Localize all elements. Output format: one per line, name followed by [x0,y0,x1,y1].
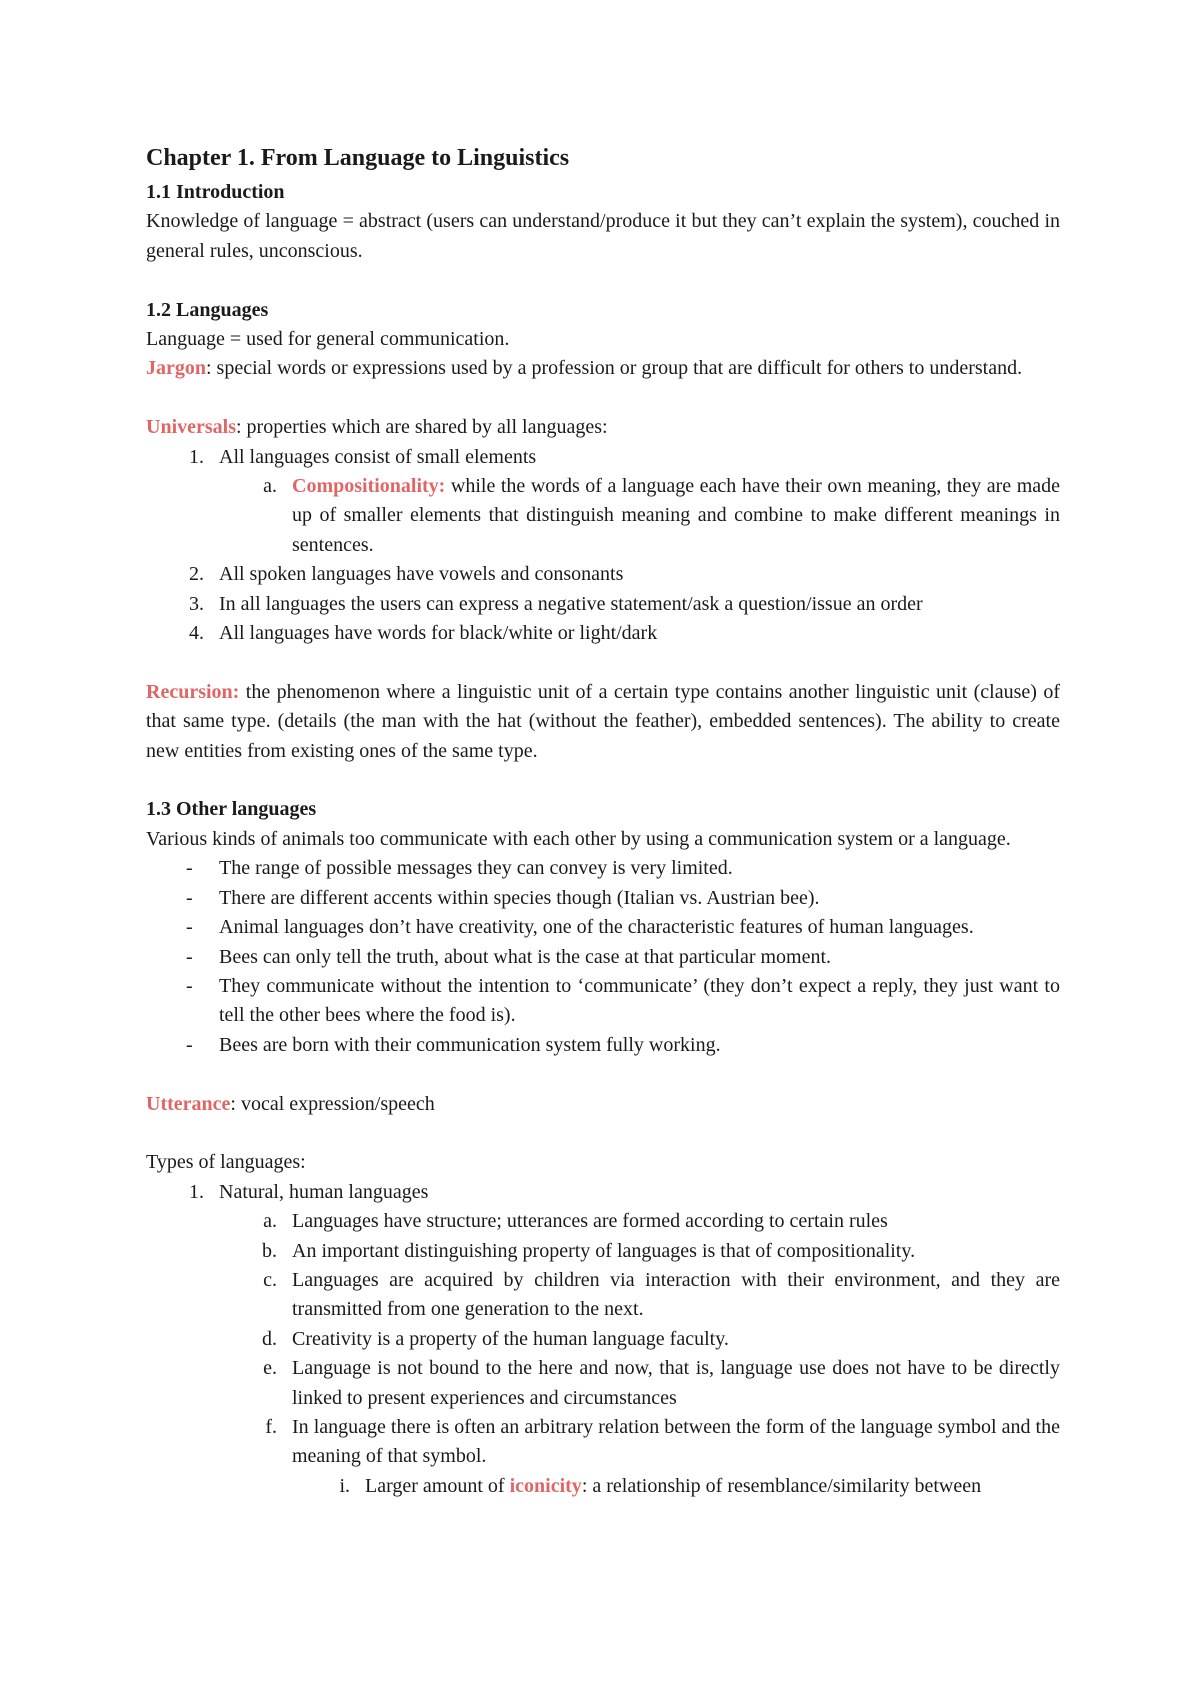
iconicity-definition: : a relationship of resemblance/similarity between [581,1474,982,1497]
utterance-term: Utterance [146,1092,231,1115]
list-item-text: An important distinguishing property of languages is that of compositionality. [292,1239,916,1262]
list-item [146,1472,1060,1501]
bullet-text: Bees are born with their communication system fully working. [219,1033,721,1056]
list-item [146,1354,1060,1413]
list-item [146,1413,1060,1472]
bullet-item [146,943,1060,972]
list-item-text: In all languages the users can express a negative statement/ask a question/issue an order [219,592,923,615]
list-item-text: All languages consist of small elements [219,445,537,468]
document-body [146,142,1060,1501]
intro-paragraph: Knowledge of language = abstract (users can understand/produce it but they can’t explain the system), couched in general rules, unconscious. [146,210,1060,262]
spacer [146,1060,1060,1089]
recursion-term: Recursion: [146,680,240,703]
jargon-definition: : special words or expressions used by a profession or group that are difficult for others to understand. [206,357,1023,380]
spacer [146,266,1060,295]
bullet-item [146,1031,1060,1060]
other-languages-intro: Various kinds of animals too communicate with each other by using a communication system or a language. [146,827,1011,850]
list-item [146,619,1060,648]
universals-term: Universals [146,416,236,439]
compositionality-term: Compositionality: [292,475,446,498]
list-item [146,1237,1060,1266]
types-label: Types of languages: [146,1151,306,1174]
list-item [146,1266,1060,1325]
spacer [146,384,1060,413]
list-item [146,1325,1060,1354]
dash-marker: - [186,886,193,909]
utterance-definition: : vocal expression/speech [230,1092,435,1115]
list-marker: e. [263,1357,277,1380]
list-item-text: Languages have structure; utterances are formed according to certain rules [292,1210,888,1233]
list-marker: 1. [189,445,204,468]
spacer [146,648,1060,677]
recursion-paragraph [146,678,1060,766]
iconicity-term: iconicity [509,1474,582,1497]
utterance-paragraph [146,1090,1060,1119]
list-item [146,560,1060,589]
list-item [146,472,1060,560]
list-item-text: All languages have words for black/white or light/dark [219,622,658,645]
list-marker: f. [265,1415,277,1438]
bullet-item [146,884,1060,913]
list-item-text: Natural, human languages [219,1180,429,1203]
list-marker: a. [263,475,277,498]
chapter-title: Chapter 1. From Language to Linguistics [146,145,570,171]
section-heading-introduction: 1.1 Introduction [146,181,285,203]
section-heading-languages: 1.2 Languages [146,298,269,321]
list-marker: d. [262,1327,277,1350]
language-definition: Language = used for general communication. [146,328,510,351]
section-heading-other-languages: 1.3 Other languages [146,798,317,821]
list-item [146,1207,1060,1236]
list-marker: 1. [189,1180,204,1203]
list-marker: c. [263,1268,277,1291]
bullet-item [146,854,1060,883]
bullet-text: Animal languages don’t have creativity, one of the characteristic features of human languages. [219,916,974,939]
bullet-text: The range of possible messages they can convey is very limited. [219,857,733,880]
spacer [146,766,1060,795]
list-marker: 3. [189,592,204,615]
iconicity-prefix: Larger amount of [365,1474,510,1497]
spacer [146,1119,1060,1148]
bullet-text: There are different accents within species though (Italian vs. Austrian bee). [219,886,820,909]
universals-paragraph [146,413,1060,442]
list-item-text: Creativity is a property of the human language faculty. [292,1327,729,1350]
recursion-definition: the phenomenon where a linguistic unit of a certain type contains another linguistic unit (clause) of that same type. (details (the man with the hat (without the feather), embedded sentences). The ability to create new entities from existing ones of the same type. [146,680,1060,762]
list-item-text: All spoken languages have vowels and consonants [219,563,624,586]
list-item [146,590,1060,619]
list-marker: 2. [189,563,204,586]
dash-marker: - [186,857,193,880]
list-marker: b. [262,1239,277,1262]
dash-marker: - [186,945,193,968]
list-item [146,1178,1060,1207]
dash-marker: - [186,1033,193,1056]
compositionality-definition: while the words of a language each have their own meaning, they are made up of smaller elements that distinguish meaning and combine to make different meanings in sentences. [292,475,1060,556]
bullet-item [146,972,1060,1031]
list-item-text: Language is not bound to the here and now, that is, language use does not have to be directly linked to present experiences and circumstances [292,1357,1060,1409]
list-item [146,443,1060,472]
bullet-item [146,913,1060,942]
list-marker: i. [339,1474,350,1497]
dash-marker: - [186,916,193,939]
bullet-text: They communicate without the intention to ‘communicate’ (they don’t expect a reply, they just want to tell the other bees where the food is). [219,974,1060,1027]
dash-marker: - [186,974,193,997]
list-marker: a. [263,1210,277,1233]
universals-definition: : properties which are shared by all languages: [236,416,608,439]
jargon-term: Jargon [146,357,206,380]
bullet-text: Bees can only tell the truth, about what is the case at that particular moment. [219,945,832,968]
list-item-text: Languages are acquired by children via interaction with their environment, and they are transmitted from one generation to the next. [292,1268,1060,1321]
list-marker: 4. [189,622,204,645]
jargon-paragraph [146,354,1060,383]
list-item-text: In language there is often an arbitrary relation between the form of the language symbol and the meaning of that symbol. [292,1415,1060,1468]
